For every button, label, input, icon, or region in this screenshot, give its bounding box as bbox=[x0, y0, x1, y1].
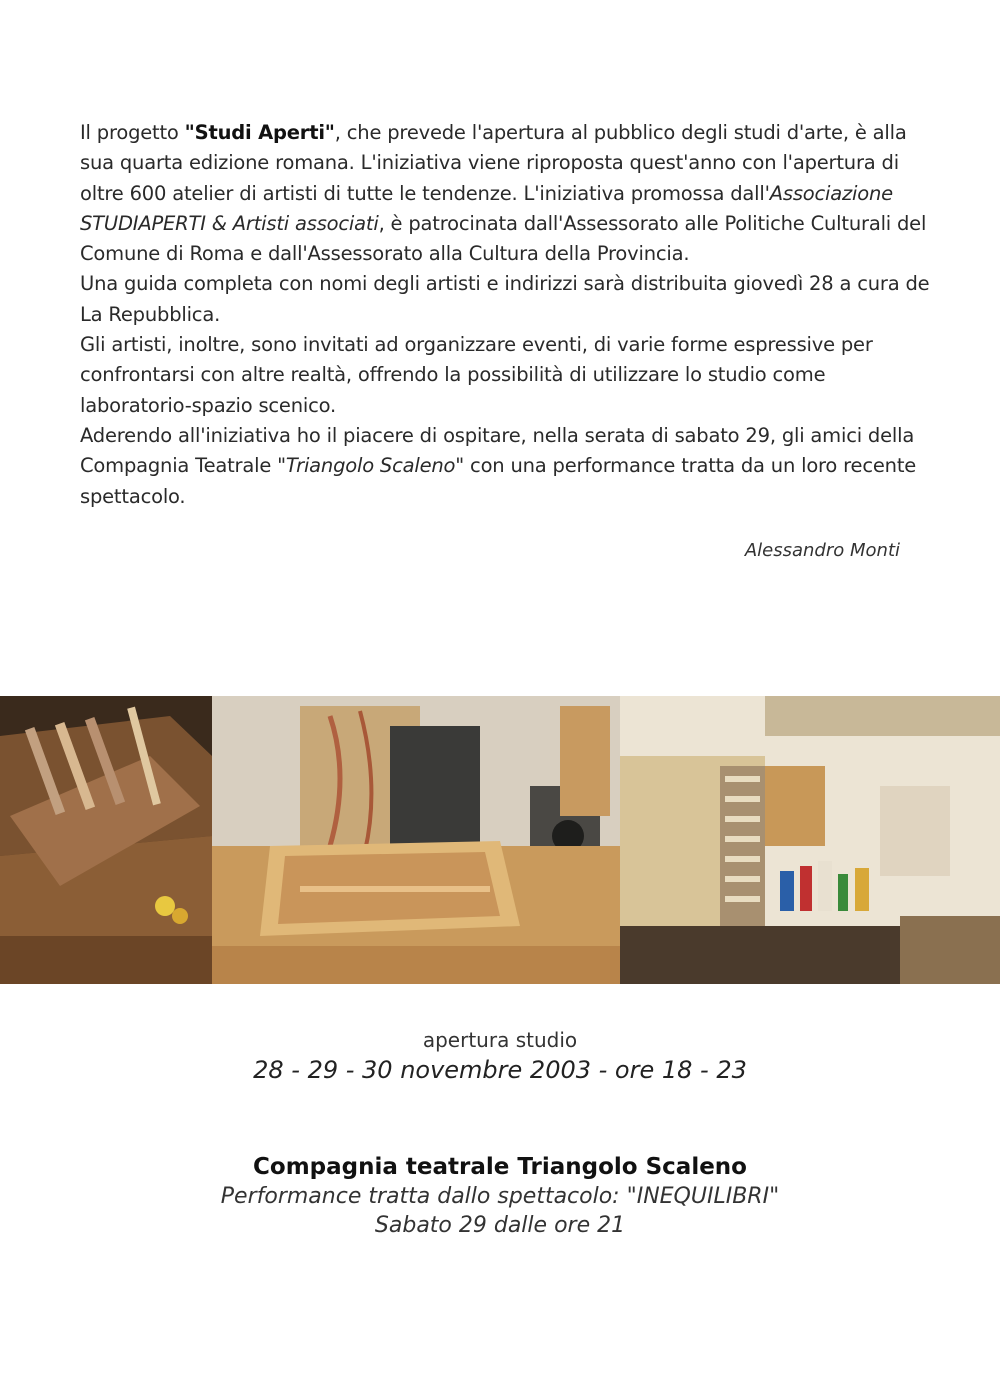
photo-panel-shelves bbox=[620, 696, 1000, 984]
intro-paragraph-4 bbox=[80, 421, 940, 512]
intro-p1-end: , è patrocinata dall'Assessorato alle Politiche Culturali del Comune di Roma e dall'Assessorato alla Cultura della Provincia. bbox=[80, 211, 927, 266]
performance-company: Compagnia teatrale Triangolo Scaleno bbox=[253, 1154, 747, 1180]
event-dates: 28 - 29 - 30 novembre 2003 - ore 18 - 23 bbox=[253, 1056, 747, 1084]
performance-time: Sabato 29 dalle ore 21 bbox=[374, 1213, 626, 1238]
intro-p4-end: con una performance tratta da un loro recente spettacolo. bbox=[80, 454, 917, 508]
photo-panel-canvases bbox=[212, 696, 620, 984]
event-info bbox=[0, 1028, 1000, 1084]
studio-photo-illustration bbox=[0, 696, 1000, 984]
company-name-inline: "Triangolo Scaleno" bbox=[277, 454, 465, 478]
event-label: apertura studio bbox=[422, 1028, 578, 1052]
performance-info bbox=[0, 1154, 1000, 1238]
intro-p1-middle: , che prevede l'apertura al pubblico degli studi d'arte, è alla sua quarta edizione romana. L'iniziativa viene riproposta quest'anno con l'apertura di oltre 600 atelier di artisti di tutte le tendenze. L'iniziativa promossa dall' bbox=[80, 121, 907, 205]
intro-paragraph-3: Gli artisti, inoltre, sono invitati ad organizzare eventi, di varie forme espressive per confrontarsi con altre realtà, offrendo la possibilità di utilizzare lo studio come laboratorio-spazio scenico. bbox=[80, 333, 873, 417]
association-name: Associazione STUDIAPERTI & Artisti associati bbox=[80, 181, 893, 235]
intro-paragraph-1 bbox=[80, 118, 940, 269]
studio-photo-strip bbox=[0, 696, 1000, 984]
performance-description: Performance tratta dallo spettacolo: "INEQUILIBRI" bbox=[220, 1184, 780, 1209]
signature: Alessandro Monti bbox=[744, 540, 900, 561]
intro-text bbox=[80, 118, 940, 512]
intro-p4-start: Aderendo all'iniziativa ho il piacere di ospitare, nella serata di sabato 29, gli amici della Compagnia Teatrale bbox=[80, 423, 915, 478]
project-name: "Studi Aperti" bbox=[184, 121, 335, 144]
intro-p1-start: Il progetto bbox=[80, 121, 185, 144]
intro-paragraph-2: Una guida completa con nomi degli artisti e indirizzi sarà distribuita giovedì 28 a cura de La Repubblica. bbox=[80, 272, 930, 326]
photo-panel-workbench bbox=[0, 696, 212, 984]
